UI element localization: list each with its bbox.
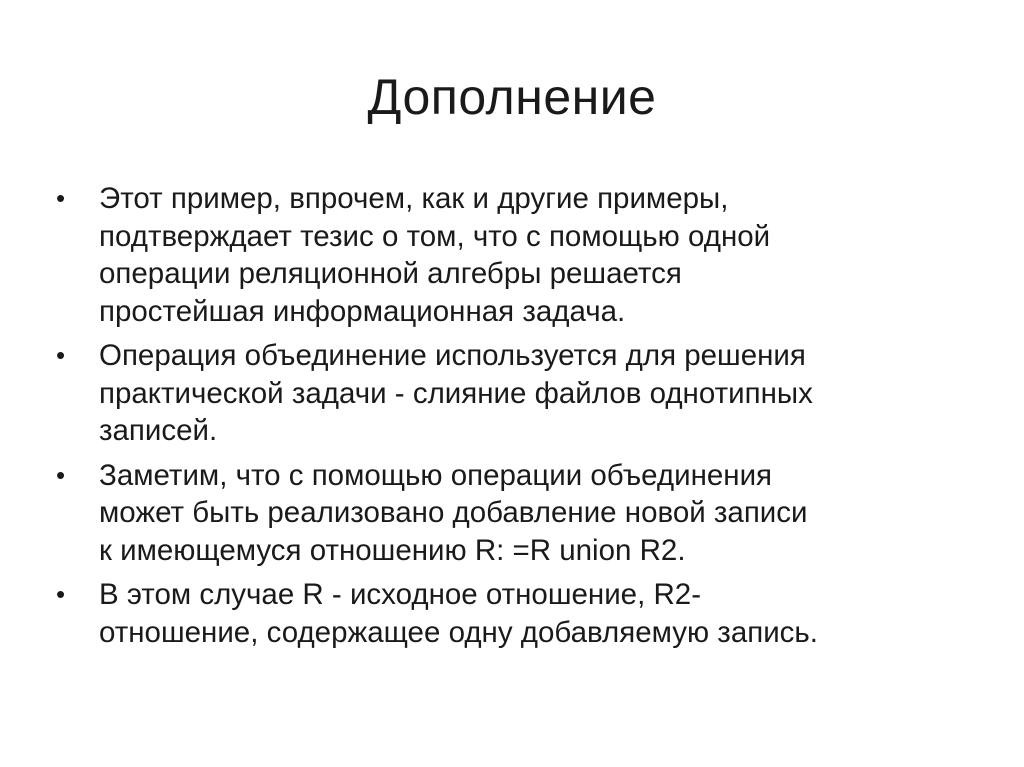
- bullet-2-line-2: практической задачи - слияние файлов однотипных: [99, 376, 813, 410]
- bullet-item-4: [56, 576, 976, 651]
- bullet-dot-icon: •: [56, 459, 66, 490]
- bullet-3-line-1: Заметим, что с помощью операции объединения: [99, 458, 773, 492]
- bullet-3-line-2: может быть реализовано добавление новой записи: [99, 496, 808, 529]
- bullet-dot-icon: •: [56, 183, 66, 213]
- bullet-1-line-4: простейшая информационная задача.: [99, 294, 626, 328]
- bullet-4-line-2: отношение, содержащее одну добавляемую запись.: [99, 615, 818, 649]
- bullet-1-line-2: подтверждает тезис о том, что с помощью одной: [99, 219, 771, 253]
- bullet-2-line-1: Операция объединение используется для решения: [99, 339, 806, 372]
- bullet-1-line-3: операции реляционной алгебры решается: [99, 257, 682, 290]
- bullet-item-1: [56, 180, 976, 330]
- bullet-item-2: [56, 337, 976, 450]
- bullet-2-line-3: записей.: [99, 414, 218, 447]
- bullet-dot-icon: •: [56, 579, 66, 609]
- bullet-dot-icon: •: [56, 340, 66, 370]
- bullet-3-line-3: к имеющемуся отношению R: =R union R2.: [99, 533, 686, 567]
- bullet-list: [56, 180, 976, 658]
- slide-title: Дополнение: [367, 69, 657, 125]
- bullet-4-line-1: В этом случае R - исходное отношение, R2-: [99, 578, 702, 611]
- bullet-1-line-1: Этот пример, впрочем, как и другие примеры,: [99, 182, 729, 215]
- bullet-item-3: [56, 457, 976, 570]
